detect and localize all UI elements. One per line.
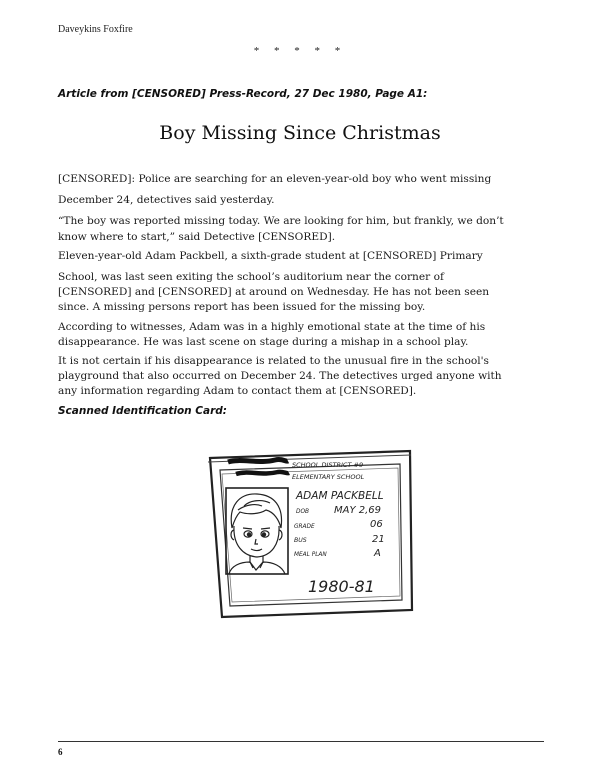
- article-title: Boy Missing Since Christmas: [159, 122, 441, 144]
- card-field-label-grade: GRADE: [294, 524, 315, 530]
- card-field-label-meal-plan: MEAL PLAN: [294, 552, 327, 558]
- article-source-label: Article from [CENSORED] Press-Record, 27 Dec 1980, Page A1:: [58, 88, 428, 100]
- running-head: Daveykins Foxfire: [58, 24, 133, 35]
- card-district-line: SCHOOL DISTRICT #9: [292, 461, 364, 469]
- article-paragraph: [CENSORED]: Police are searching for an eleven-year-old boy who went missing: [58, 173, 492, 185]
- card-field-value-bus: 21: [372, 534, 385, 545]
- article-paragraph: It is not certain if his disappearance is related to the unusual fire in the school's playground that also occurred on December 24. The detectives urged anyone with any information regarding Adam to contact them at [CENSORED].: [58, 355, 502, 398]
- card-field-value-meal-plan: A: [374, 548, 381, 559]
- card-school-line: ELEMENTARY SCHOOL: [292, 473, 365, 481]
- card-section-label: Scanned Identification Card:: [58, 405, 227, 417]
- article-paragraph: School, was last seen exiting the school’s auditorium near the corner of [CENSORED] and [CENSORED] at around on Wednesday. He has not been seen since. A missing persons report has been issued for the missing boy.: [58, 271, 490, 314]
- card-field-value-dob: MAY 2,69: [334, 505, 382, 516]
- section-separator: * * * * *: [253, 45, 347, 57]
- card-field-label-bus: BUS: [294, 537, 307, 544]
- article-paragraph: December 24, detectives said yesterday.: [58, 194, 275, 207]
- article-paragraph: According to witnesses, Adam was in a highly emotional state at the time of his disappearance. He was last scene on stage during a mishap in a school play.: [58, 320, 486, 348]
- article-paragraph: Eleven-year-old Adam Packbell, a sixth-grade student at [CENSORED] Primary: [58, 249, 483, 262]
- article-paragraph: “The boy was reported missing today. We are looking for him, but frankly, we don’t know where to start,” said Detective [CENSORED].: [58, 215, 504, 243]
- card-field-value-grade: 06: [370, 519, 383, 530]
- page-number: 6: [58, 747, 63, 757]
- card-student-name: ADAM PACKBELL: [296, 490, 384, 502]
- footer-rule: [58, 741, 544, 742]
- card-school-year: 1980-81: [308, 577, 375, 596]
- card-field-label-dob: DOB: [296, 509, 310, 515]
